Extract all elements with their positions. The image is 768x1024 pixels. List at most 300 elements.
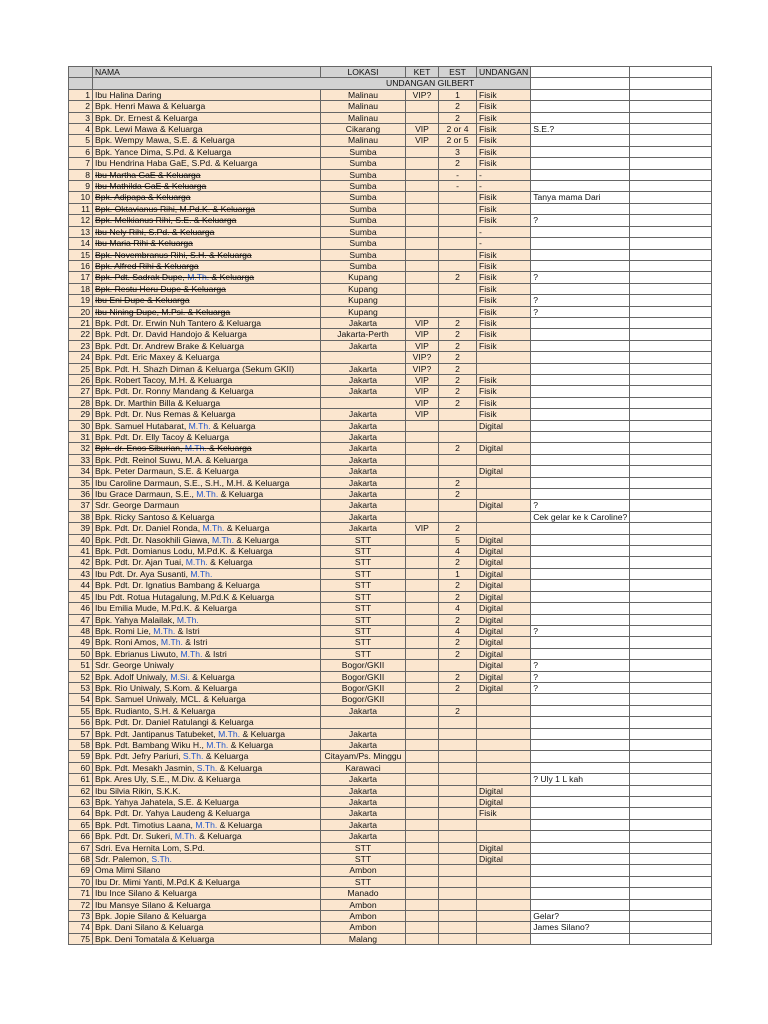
cell-ket[interactable] (406, 808, 439, 819)
cell-extra[interactable] (630, 557, 712, 568)
cell-nama[interactable]: Bpk. Jopie Silano & Keluarga (93, 911, 321, 922)
cell-nama[interactable]: Bpk. Pdt. Dr. Daniel Ratulangi & Keluarga (93, 717, 321, 728)
cell-note[interactable] (531, 432, 630, 443)
cell-ket[interactable] (406, 911, 439, 922)
cell-ket[interactable] (406, 112, 439, 123)
cell-extra[interactable] (630, 876, 712, 887)
cell-ket[interactable] (406, 751, 439, 762)
cell-ket[interactable] (406, 272, 439, 283)
cell-nama[interactable]: Bpk. Samuel Hutabarat, M.Th. & Keluarga (93, 420, 321, 431)
cell-no[interactable]: 66 (69, 831, 93, 842)
cell-ket[interactable] (406, 694, 439, 705)
cell-est[interactable]: 2 (439, 637, 477, 648)
cell-extra[interactable] (630, 146, 712, 157)
cell-extra[interactable] (630, 911, 712, 922)
cell-nama[interactable]: Bpk. Dani Silano & Keluarga (93, 922, 321, 933)
cell-extra[interactable] (630, 888, 712, 899)
cell-undangan[interactable]: Digital (477, 603, 531, 614)
cell-no[interactable]: 57 (69, 728, 93, 739)
cell-undangan[interactable]: Fisik (477, 158, 531, 169)
cell-no[interactable]: 54 (69, 694, 93, 705)
cell-extra[interactable] (630, 397, 712, 408)
cell-est[interactable]: 2 or 5 (439, 135, 477, 146)
cell-ket[interactable] (406, 500, 439, 511)
cell-ket[interactable]: VIP (406, 397, 439, 408)
cell-lokasi[interactable]: Jakarta (321, 374, 406, 385)
cell-no[interactable]: 60 (69, 762, 93, 773)
cell-undangan[interactable] (477, 489, 531, 500)
cell-ket[interactable] (406, 717, 439, 728)
cell-undangan[interactable] (477, 717, 531, 728)
cell-lokasi[interactable]: Kupang (321, 272, 406, 283)
cell-no[interactable]: 34 (69, 466, 93, 477)
cell-no[interactable]: 39 (69, 523, 93, 534)
cell-undangan[interactable]: Fisik (477, 124, 531, 135)
cell-extra[interactable] (630, 340, 712, 351)
cell-lokasi[interactable]: STT (321, 842, 406, 853)
cell-est[interactable]: 2 (439, 443, 477, 454)
cell-est[interactable] (439, 751, 477, 762)
cell-undangan[interactable]: Fisik (477, 386, 531, 397)
cell-ket[interactable]: VIP? (406, 352, 439, 363)
cell-note[interactable] (531, 534, 630, 545)
cell-ket[interactable] (406, 546, 439, 557)
cell-ket[interactable] (406, 660, 439, 671)
header-note2[interactable] (630, 67, 712, 78)
cell-nama[interactable]: Bpk. Rio Uniwaly, S.Kom. & Keluarga (93, 682, 321, 693)
cell-undangan[interactable] (477, 705, 531, 716)
cell-est[interactable] (439, 819, 477, 830)
cell-ket[interactable] (406, 203, 439, 214)
cell-lokasi[interactable]: STT (321, 648, 406, 659)
cell-undangan[interactable]: Fisik (477, 409, 531, 420)
cell-ket[interactable] (406, 739, 439, 750)
cell-extra[interactable] (630, 135, 712, 146)
cell-undangan[interactable] (477, 363, 531, 374)
cell-nama[interactable]: Ibu Silvia Rikin, S.K.K. (93, 785, 321, 796)
cell-nama[interactable]: Bpk. Peter Darmaun, S.E. & Keluarga (93, 466, 321, 477)
cell-est[interactable] (439, 899, 477, 910)
cell-lokasi[interactable]: Jakarta (321, 785, 406, 796)
cell-lokasi[interactable]: Jakarta (321, 409, 406, 420)
cell-ket[interactable]: VIP (406, 340, 439, 351)
cell-ket[interactable] (406, 933, 439, 944)
cell-lokasi[interactable]: Malinau (321, 101, 406, 112)
cell-ket[interactable] (406, 443, 439, 454)
header-lokasi[interactable]: LOKASI (321, 67, 406, 78)
cell-no[interactable]: 11 (69, 203, 93, 214)
cell-est[interactable]: 2 (439, 477, 477, 488)
cell-extra[interactable] (630, 854, 712, 865)
cell-lokasi[interactable]: Jakarta (321, 831, 406, 842)
cell-nama[interactable]: Ibu Ince Silano & Keluarga (93, 888, 321, 899)
cell-est[interactable] (439, 854, 477, 865)
cell-undangan[interactable]: Digital (477, 842, 531, 853)
cell-extra[interactable] (630, 409, 712, 420)
cell-no[interactable]: 23 (69, 340, 93, 351)
cell-extra[interactable] (630, 899, 712, 910)
cell-undangan[interactable]: - (477, 181, 531, 192)
cell-no[interactable]: 71 (69, 888, 93, 899)
cell-note[interactable] (531, 443, 630, 454)
cell-extra[interactable] (630, 808, 712, 819)
cell-note[interactable] (531, 865, 630, 876)
cell-lokasi[interactable]: Sumba (321, 249, 406, 260)
cell-est[interactable] (439, 420, 477, 431)
cell-nama[interactable]: Bpk. Pdt. Reinol Suwu, M.A. & Keluarga (93, 454, 321, 465)
cell-no[interactable]: 35 (69, 477, 93, 488)
cell-nama[interactable]: Bpk. Pdt. Jantipanus Tatubeket, M.Th. & Keluarga (93, 728, 321, 739)
cell-extra[interactable] (630, 831, 712, 842)
cell-extra[interactable] (630, 511, 712, 522)
cell-note[interactable] (531, 135, 630, 146)
cell-est[interactable] (439, 728, 477, 739)
cell-note[interactable]: ? Uly 1 L kah (531, 774, 630, 785)
cell-est[interactable] (439, 409, 477, 420)
cell-extra[interactable] (630, 797, 712, 808)
cell-no[interactable]: 1 (69, 89, 93, 100)
cell-note[interactable] (531, 637, 630, 648)
cell-no[interactable]: 5 (69, 135, 93, 146)
cell-extra[interactable] (630, 158, 712, 169)
cell-undangan[interactable]: Fisik (477, 249, 531, 260)
cell-no[interactable]: 10 (69, 192, 93, 203)
cell-lokasi[interactable]: STT (321, 557, 406, 568)
cell-ket[interactable]: VIP (406, 124, 439, 135)
cell-no[interactable]: 16 (69, 260, 93, 271)
cell-undangan[interactable] (477, 865, 531, 876)
cell-no[interactable]: 64 (69, 808, 93, 819)
cell-lokasi[interactable]: Ambon (321, 911, 406, 922)
cell-extra[interactable] (630, 454, 712, 465)
header-note1[interactable] (531, 67, 630, 78)
cell-note[interactable] (531, 739, 630, 750)
cell-nama[interactable]: Bpk. Pdt. Timotius Laana, M.Th. & Keluarga (93, 819, 321, 830)
cell-no[interactable]: 43 (69, 568, 93, 579)
cell-est[interactable]: 2 (439, 489, 477, 500)
cell-no[interactable]: 42 (69, 557, 93, 568)
cell-est[interactable] (439, 660, 477, 671)
cell-note[interactable] (531, 89, 630, 100)
header-undangan[interactable]: UNDANGAN (477, 67, 531, 78)
cell-lokasi[interactable]: Sumba (321, 215, 406, 226)
cell-extra[interactable] (630, 751, 712, 762)
cell-ket[interactable] (406, 192, 439, 203)
cell-nama[interactable]: Ibu Caroline Darmaun, S.E., S.H., M.H. & Keluarga (93, 477, 321, 488)
cell-lokasi[interactable] (321, 352, 406, 363)
cell-nama[interactable]: Sdr. Palemon, S.Th. (93, 854, 321, 865)
cell-nama[interactable]: Bpk. Yance Dima, S.Pd. & Keluarga (93, 146, 321, 157)
cell-ket[interactable] (406, 169, 439, 180)
cell-lokasi[interactable]: Jakarta (321, 819, 406, 830)
cell-ket[interactable] (406, 489, 439, 500)
cell-note[interactable] (531, 899, 630, 910)
cell-undangan[interactable]: Digital (477, 557, 531, 568)
cell-lokasi[interactable]: Karawaci (321, 762, 406, 773)
cell-note[interactable] (531, 717, 630, 728)
cell-est[interactable]: 2 (439, 591, 477, 602)
cell-extra[interactable] (630, 625, 712, 636)
cell-ket[interactable] (406, 146, 439, 157)
cell-no[interactable]: 52 (69, 671, 93, 682)
cell-nama[interactable]: Bpk. Wempy Mawa, S.E. & Keluarga (93, 135, 321, 146)
cell-nama[interactable]: Bpk. Pdt. Dr. Erwin Nuh Tantero & Keluarga (93, 317, 321, 328)
cell-lokasi[interactable]: STT (321, 625, 406, 636)
cell-no[interactable]: 62 (69, 785, 93, 796)
cell-note[interactable] (531, 523, 630, 534)
cell-ket[interactable] (406, 842, 439, 853)
cell-lokasi[interactable]: Sumba (321, 169, 406, 180)
subheader-label[interactable]: UNDANGAN GILBERT (93, 78, 531, 89)
cell-undangan[interactable]: Fisik (477, 192, 531, 203)
cell-ket[interactable] (406, 922, 439, 933)
cell-est[interactable]: 2 (439, 340, 477, 351)
cell-nama[interactable]: Bpk. Pdt. Dr. Sukeri, M.Th. & Keluarga (93, 831, 321, 842)
cell-est[interactable] (439, 762, 477, 773)
cell-ket[interactable] (406, 797, 439, 808)
cell-note[interactable] (531, 694, 630, 705)
cell-undangan[interactable]: Fisik (477, 146, 531, 157)
cell-lokasi[interactable]: Sumba (321, 158, 406, 169)
cell-lokasi[interactable]: Bogor/GKII (321, 660, 406, 671)
cell-extra[interactable] (630, 203, 712, 214)
cell-est[interactable] (439, 739, 477, 750)
cell-ket[interactable] (406, 614, 439, 625)
cell-nama[interactable]: Bpk. Pdt. Domianus Lodu, M.Pd.K. & Keluarga (93, 546, 321, 557)
cell-est[interactable] (439, 306, 477, 317)
cell-extra[interactable] (630, 865, 712, 876)
cell-nama[interactable]: Bpk. Yahya Jahatela, S.E. & Keluarga (93, 797, 321, 808)
cell-note[interactable] (531, 249, 630, 260)
cell-undangan[interactable]: Digital (477, 614, 531, 625)
cell-note[interactable] (531, 397, 630, 408)
cell-extra[interactable] (630, 329, 712, 340)
cell-ket[interactable] (406, 705, 439, 716)
cell-note[interactable] (531, 728, 630, 739)
cell-lokasi[interactable]: Sumba (321, 226, 406, 237)
cell-nama[interactable]: Bpk. Pdt. Dr. Daniel Ronda, M.Th. & Keluarga (93, 523, 321, 534)
cell-note[interactable]: Tanya mama Dari (531, 192, 630, 203)
cell-est[interactable] (439, 454, 477, 465)
cell-extra[interactable] (630, 317, 712, 328)
header-no[interactable] (69, 67, 93, 78)
cell-no[interactable]: 17 (69, 272, 93, 283)
cell-nama[interactable]: Bpk. Romi Lie, M.Th. & Istri (93, 625, 321, 636)
cell-nama[interactable]: Bpk. Pdt. Mesakh Jasmin, S.Th. & Keluarga (93, 762, 321, 773)
cell-nama[interactable]: Bpk. Dr. Ernest & Keluarga (93, 112, 321, 123)
cell-no[interactable]: 48 (69, 625, 93, 636)
cell-no[interactable]: 37 (69, 500, 93, 511)
cell-undangan[interactable]: Fisik (477, 112, 531, 123)
cell-extra[interactable] (630, 181, 712, 192)
cell-undangan[interactable]: Digital (477, 500, 531, 511)
cell-note[interactable] (531, 226, 630, 237)
cell-ket[interactable]: VIP (406, 329, 439, 340)
cell-extra[interactable] (630, 568, 712, 579)
cell-ket[interactable] (406, 671, 439, 682)
cell-note[interactable] (531, 876, 630, 887)
cell-note[interactable] (531, 283, 630, 294)
cell-ket[interactable] (406, 226, 439, 237)
cell-ket[interactable] (406, 637, 439, 648)
cell-nama[interactable]: Bpk. Novembranus Rihi, S.H. & Keluarga (93, 249, 321, 260)
cell-ket[interactable]: VIP? (406, 89, 439, 100)
cell-nama[interactable]: Sdr. George Uniwaly (93, 660, 321, 671)
cell-nama[interactable]: Ibu Mathilda GaE & Keluarga (93, 181, 321, 192)
cell-no[interactable]: 56 (69, 717, 93, 728)
cell-extra[interactable] (630, 226, 712, 237)
cell-extra[interactable] (630, 295, 712, 306)
cell-extra[interactable] (630, 386, 712, 397)
cell-ket[interactable] (406, 865, 439, 876)
cell-extra[interactable] (630, 637, 712, 648)
cell-note[interactable] (531, 568, 630, 579)
cell-undangan[interactable] (477, 876, 531, 887)
cell-undangan[interactable]: Digital (477, 591, 531, 602)
cell-extra[interactable] (630, 534, 712, 545)
cell-est[interactable] (439, 785, 477, 796)
cell-undangan[interactable] (477, 352, 531, 363)
cell-extra[interactable] (630, 591, 712, 602)
cell-nama[interactable]: Bpk. Alfred Rihi & Keluarga (93, 260, 321, 271)
cell-no[interactable]: 73 (69, 911, 93, 922)
cell-extra[interactable] (630, 101, 712, 112)
cell-nama[interactable]: Bpk. Pdt. Eric Maxey & Keluarga (93, 352, 321, 363)
cell-nama[interactable]: Bpk. Pdt. Dr. David Handojo & Keluarga (93, 329, 321, 340)
cell-undangan[interactable]: Digital (477, 546, 531, 557)
cell-ket[interactable] (406, 682, 439, 693)
cell-undangan[interactable]: Fisik (477, 295, 531, 306)
cell-lokasi[interactable]: Jakarta (321, 386, 406, 397)
cell-nama[interactable]: Bpk. Pdt. Dr. Elly Tacoy & Keluarga (93, 432, 321, 443)
cell-lokasi[interactable]: Jakarta (321, 363, 406, 374)
cell-nama[interactable]: Bpk. Restu Heru Dupe & Keluarga (93, 283, 321, 294)
cell-note[interactable] (531, 420, 630, 431)
cell-nama[interactable]: Ibu Halina Daring (93, 89, 321, 100)
cell-nama[interactable]: Bpk. Ricky Santoso & Keluarga (93, 511, 321, 522)
cell-note[interactable]: Cek gelar ke k Caroline? (531, 511, 630, 522)
cell-note[interactable] (531, 260, 630, 271)
cell-ket[interactable]: VIP (406, 135, 439, 146)
cell-lokasi[interactable]: Sumba (321, 192, 406, 203)
cell-no[interactable]: 29 (69, 409, 93, 420)
cell-note[interactable] (531, 112, 630, 123)
cell-note[interactable] (531, 203, 630, 214)
cell-ket[interactable] (406, 432, 439, 443)
cell-undangan[interactable]: Fisik (477, 135, 531, 146)
cell-undangan[interactable]: Digital (477, 637, 531, 648)
cell-extra[interactable] (630, 89, 712, 100)
cell-extra[interactable] (630, 443, 712, 454)
cell-note[interactable] (531, 557, 630, 568)
cell-no[interactable]: 49 (69, 637, 93, 648)
cell-note[interactable] (531, 785, 630, 796)
cell-no[interactable]: 70 (69, 876, 93, 887)
cell-est[interactable] (439, 192, 477, 203)
cell-undangan[interactable]: Digital (477, 534, 531, 545)
cell-note[interactable] (531, 238, 630, 249)
cell-nama[interactable]: Bpk. Deni Tomatala & Keluarga (93, 933, 321, 944)
cell-est[interactable] (439, 774, 477, 785)
cell-nama[interactable]: Ibu Grace Darmaun, S.E., M.Th. & Keluarga (93, 489, 321, 500)
cell-note[interactable]: S.E.? (531, 124, 630, 135)
cell-note[interactable] (531, 762, 630, 773)
cell-no[interactable]: 28 (69, 397, 93, 408)
cell-nama[interactable]: Ibu Mansye Silano & Keluarga (93, 899, 321, 910)
cell-no[interactable]: 13 (69, 226, 93, 237)
cell-ket[interactable] (406, 158, 439, 169)
cell-lokasi[interactable]: Bogor/GKII (321, 671, 406, 682)
cell-note[interactable] (531, 808, 630, 819)
cell-lokasi[interactable]: Sumba (321, 146, 406, 157)
cell-lokasi[interactable]: Jakarta (321, 797, 406, 808)
cell-nama[interactable]: Sdr. George Darmaun (93, 500, 321, 511)
cell-lokasi[interactable]: Jakarta (321, 317, 406, 328)
cell-nama[interactable]: Ibu Pdt. Rotua Hutagalung, M.Pd.K & Keluarga (93, 591, 321, 602)
cell-est[interactable] (439, 922, 477, 933)
cell-note[interactable] (531, 705, 630, 716)
cell-est[interactable]: 2 (439, 580, 477, 591)
cell-no[interactable]: 7 (69, 158, 93, 169)
cell-est[interactable] (439, 831, 477, 842)
cell-nama[interactable]: Bpk. Pdt. Dr. Ignatius Bambang & Keluarga (93, 580, 321, 591)
cell-note[interactable] (531, 933, 630, 944)
cell-note[interactable] (531, 489, 630, 500)
cell-no[interactable]: 4 (69, 124, 93, 135)
cell-undangan[interactable]: Fisik (477, 283, 531, 294)
cell-ket[interactable] (406, 249, 439, 260)
cell-est[interactable]: - (439, 169, 477, 180)
cell-note[interactable] (531, 158, 630, 169)
cell-no[interactable]: 59 (69, 751, 93, 762)
cell-lokasi[interactable]: Jakarta (321, 466, 406, 477)
cell-no[interactable]: 9 (69, 181, 93, 192)
cell-note[interactable]: ? (531, 625, 630, 636)
cell-est[interactable]: 4 (439, 546, 477, 557)
cell-note[interactable] (531, 580, 630, 591)
cell-est[interactable]: 1 (439, 89, 477, 100)
cell-nama[interactable]: Sdri. Eva Hernita Lom, S.Pd. (93, 842, 321, 853)
cell-no[interactable]: 45 (69, 591, 93, 602)
cell-extra[interactable] (630, 420, 712, 431)
cell-undangan[interactable]: Digital (477, 854, 531, 865)
cell-note[interactable] (531, 169, 630, 180)
cell-ket[interactable] (406, 568, 439, 579)
cell-lokasi[interactable]: Ambon (321, 899, 406, 910)
cell-ket[interactable] (406, 774, 439, 785)
cell-est[interactable] (439, 238, 477, 249)
cell-undangan[interactable]: Fisik (477, 397, 531, 408)
cell-lokasi[interactable]: STT (321, 854, 406, 865)
cell-nama[interactable]: Ibu Dr. Mimi Yanti, M.Pd.K & Keluarga (93, 876, 321, 887)
cell-undangan[interactable]: Digital (477, 660, 531, 671)
cell-no[interactable]: 75 (69, 933, 93, 944)
cell-note[interactable] (531, 591, 630, 602)
cell-lokasi[interactable]: STT (321, 534, 406, 545)
cell-note[interactable] (531, 340, 630, 351)
cell-note[interactable] (531, 614, 630, 625)
cell-note[interactable] (531, 374, 630, 385)
cell-lokasi[interactable]: STT (321, 637, 406, 648)
cell-lokasi[interactable]: Jakarta (321, 523, 406, 534)
cell-undangan[interactable] (477, 933, 531, 944)
cell-lokasi[interactable]: Jakarta-Perth (321, 329, 406, 340)
cell-undangan[interactable]: Fisik (477, 203, 531, 214)
cell-lokasi[interactable]: Jakarta (321, 432, 406, 443)
cell-extra[interactable] (630, 933, 712, 944)
cell-no[interactable]: 68 (69, 854, 93, 865)
cell-est[interactable]: 3 (439, 146, 477, 157)
